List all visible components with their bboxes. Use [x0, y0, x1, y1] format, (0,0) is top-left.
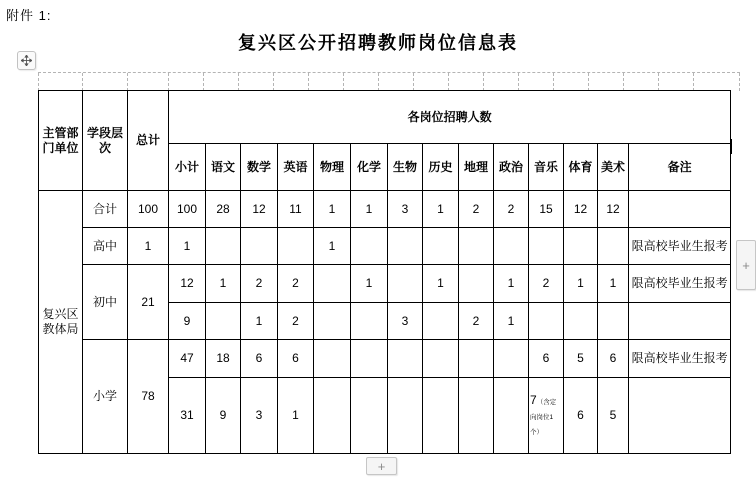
header-subject[interactable]: 历史: [423, 144, 459, 191]
header-subject[interactable]: 物理: [314, 144, 351, 191]
cell-value[interactable]: 1: [598, 265, 629, 303]
cell-value[interactable]: 12: [598, 191, 629, 228]
cell-remark[interactable]: [629, 303, 731, 340]
cell-value[interactable]: [388, 265, 423, 303]
cell-value[interactable]: [423, 228, 459, 265]
header-total[interactable]: 总计: [128, 91, 169, 191]
table-row: [39, 228, 731, 265]
cell-value[interactable]: 15: [529, 191, 564, 228]
cell-value[interactable]: [351, 303, 388, 340]
add-column-button[interactable]: +: [736, 240, 756, 290]
header-subject[interactable]: 语文: [206, 144, 241, 191]
cell-value[interactable]: 1: [169, 228, 206, 265]
cell-stage-label[interactable]: 小学: [83, 340, 128, 454]
attachment-label: 附件 1:: [6, 8, 52, 23]
cell-value[interactable]: [423, 378, 459, 454]
header-subject[interactable]: 体育: [564, 144, 598, 191]
cell-value[interactable]: [598, 228, 629, 265]
music-count: 7: [530, 393, 537, 407]
cell-value[interactable]: 2: [494, 191, 529, 228]
header-subject[interactable]: 生物: [388, 144, 423, 191]
header-subject[interactable]: 化学: [351, 144, 388, 191]
header-subject[interactable]: 数学: [241, 144, 278, 191]
header-stage[interactable]: 学段层次: [83, 91, 128, 191]
cell-value[interactable]: 5: [598, 378, 629, 454]
cell-value[interactable]: 6: [241, 340, 278, 378]
header-subject[interactable]: 美术: [598, 144, 629, 191]
cell-value[interactable]: 2: [459, 191, 494, 228]
add-row-button[interactable]: +: [366, 457, 397, 475]
cell-value[interactable]: [351, 340, 388, 378]
cell-value[interactable]: 2: [278, 303, 314, 340]
music-note: （含定向岗位1个）: [530, 399, 557, 436]
table-row: [39, 191, 731, 228]
header-subject[interactable]: 地理: [459, 144, 494, 191]
cell-value[interactable]: 11: [278, 191, 314, 228]
table-row: [39, 340, 731, 378]
cell-value[interactable]: [351, 228, 388, 265]
cell-value[interactable]: 1: [494, 265, 529, 303]
cell-value[interactable]: 31: [169, 378, 206, 454]
cell-value[interactable]: [351, 378, 388, 454]
cell-stage-label[interactable]: 高中: [83, 228, 128, 265]
cell-value[interactable]: 1: [564, 265, 598, 303]
cell-value[interactable]: [241, 228, 278, 265]
cell-value[interactable]: [529, 303, 564, 340]
cell-value[interactable]: 100: [169, 191, 206, 228]
cell-value[interactable]: [388, 340, 423, 378]
cell-value[interactable]: 6: [598, 340, 629, 378]
cell-value[interactable]: [494, 378, 529, 454]
header-subject[interactable]: 小计: [169, 144, 206, 191]
cell-value[interactable]: [278, 228, 314, 265]
cell-value-music[interactable]: [529, 378, 564, 454]
cell-stage-label[interactable]: 合计: [83, 191, 128, 228]
header-dept[interactable]: 主管部门单位: [39, 91, 83, 191]
cell-value[interactable]: [459, 340, 494, 378]
cell-value[interactable]: 6: [529, 340, 564, 378]
cell-total[interactable]: 21: [128, 265, 169, 340]
cell-value[interactable]: 1: [241, 303, 278, 340]
header-group[interactable]: 各岗位招聘人数: [169, 91, 731, 144]
cell-value[interactable]: 12: [241, 191, 278, 228]
cell-value[interactable]: [314, 378, 351, 454]
cell-value[interactable]: [459, 265, 494, 303]
cell-value[interactable]: 6: [278, 340, 314, 378]
cell-value[interactable]: [459, 228, 494, 265]
cell-value[interactable]: [206, 303, 241, 340]
cell-value[interactable]: 1: [351, 265, 388, 303]
cell-value[interactable]: 2: [459, 303, 494, 340]
cell-value[interactable]: [388, 378, 423, 454]
cell-remark[interactable]: 限高校毕业生报考: [629, 340, 731, 378]
cell-value[interactable]: 1: [423, 265, 459, 303]
cell-value[interactable]: [598, 303, 629, 340]
cell-value[interactable]: [564, 228, 598, 265]
cell-value[interactable]: 3: [388, 191, 423, 228]
cell-remark[interactable]: [629, 191, 731, 228]
cell-unit[interactable]: 复兴区教体局: [39, 191, 83, 454]
cell-value[interactable]: 1: [494, 303, 529, 340]
cell-value[interactable]: 5: [564, 340, 598, 378]
cell-total[interactable]: 100: [128, 191, 169, 228]
cell-stage-label[interactable]: 初中: [83, 265, 128, 340]
cell-value[interactable]: [388, 228, 423, 265]
cell-value[interactable]: 1: [423, 191, 459, 228]
cell-value[interactable]: 1: [278, 378, 314, 454]
cell-value[interactable]: 1: [314, 191, 351, 228]
cell-value[interactable]: 1: [206, 265, 241, 303]
cell-value[interactable]: 1: [314, 228, 351, 265]
cell-value[interactable]: 28: [206, 191, 241, 228]
cell-value[interactable]: 2: [278, 265, 314, 303]
recruitment-table: [38, 90, 731, 454]
cell-remark[interactable]: 限高校毕业生报考: [629, 228, 731, 265]
header-remark[interactable]: 备注: [629, 144, 731, 191]
cell-value[interactable]: 2: [529, 265, 564, 303]
page-title: 复兴区公开招聘教师岗位信息表: [238, 33, 518, 53]
cell-value[interactable]: 12: [169, 265, 206, 303]
cell-value[interactable]: 6: [564, 378, 598, 454]
cell-value[interactable]: [423, 303, 459, 340]
cell-value[interactable]: 12: [564, 191, 598, 228]
cell-value[interactable]: [459, 378, 494, 454]
header-subject[interactable]: 音乐: [529, 144, 564, 191]
cell-value[interactable]: 3: [388, 303, 423, 340]
cell-value[interactable]: [314, 303, 351, 340]
header-subject[interactable]: 英语: [278, 144, 314, 191]
cell-value[interactable]: [314, 265, 351, 303]
table-move-handle[interactable]: [17, 51, 36, 70]
cell-value[interactable]: [529, 228, 564, 265]
cell-remark[interactable]: [629, 378, 731, 454]
table-row: [39, 265, 731, 303]
cell-value[interactable]: 9: [169, 303, 206, 340]
cell-value[interactable]: 2: [241, 265, 278, 303]
cell-value[interactable]: 1: [351, 191, 388, 228]
cell-value[interactable]: [494, 340, 529, 378]
text-cursor: [730, 139, 732, 154]
move-arrows-icon: [21, 55, 32, 66]
cell-value[interactable]: 3: [241, 378, 278, 454]
cell-value[interactable]: [206, 228, 241, 265]
cell-value[interactable]: [564, 303, 598, 340]
cell-value[interactable]: 47: [169, 340, 206, 378]
cell-value[interactable]: [494, 228, 529, 265]
table-gridline-guides: [38, 72, 740, 91]
cell-value[interactable]: [314, 340, 351, 378]
cell-remark[interactable]: 限高校毕业生报考: [629, 265, 731, 303]
cell-value[interactable]: [423, 340, 459, 378]
cell-total[interactable]: 1: [128, 228, 169, 265]
cell-total[interactable]: 78: [128, 340, 169, 454]
cell-value[interactable]: 9: [206, 378, 241, 454]
cell-value[interactable]: 18: [206, 340, 241, 378]
header-subject[interactable]: 政治: [494, 144, 529, 191]
